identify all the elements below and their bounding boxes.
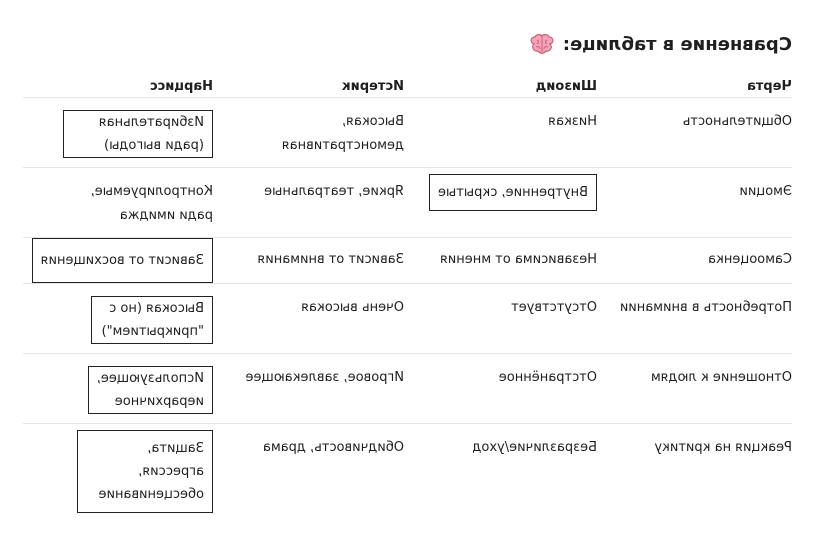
cell-narcissist [23,98,213,167]
highlighted-cell-text: Использующее, иерархичное [88,366,213,414]
highlighted-cell-text: Защита, агрессия, обесценивание [77,430,213,513]
highlighted-cell-text: Зависит от восхищения [32,238,213,283]
table-row [23,354,792,424]
cell-trait: Общительность [682,114,792,129]
cell-hysteric: Очень высокая [301,300,404,315]
cell-narcissist: Контролируемые, ради имиджа [90,184,213,223]
cell-trait: Отношение к людям [650,370,792,385]
cell-trait: Реакция на критику [654,440,792,455]
cell-trait: Эмоции [739,184,792,199]
section-heading [529,30,792,58]
cell-trait: Потребность в внимании [619,300,792,315]
comparison-table [23,70,792,502]
cell-hysteric: Яркие, театральные [264,184,404,199]
header-hysteric: Истерик [341,79,404,94]
highlighted-cell-text: Высокая (но с "прикрытием") [91,296,213,344]
highlighted-cell-text: Избирательная (ради выгоды) [63,110,213,158]
header-schizoid: Шизоид [535,79,597,94]
cell-schizoid: Отстранённое [498,370,597,385]
header-narcissist: Нарцисс [149,79,213,94]
cell-schizoid: Отсутствует [511,300,597,315]
highlighted-cell-text: Внутренние, скрытые [429,174,597,211]
table-row [23,238,792,284]
cell-hysteric: Обидчивость, драма [262,440,404,455]
cell-narcissist [23,238,213,283]
cell-schizoid [404,168,597,237]
cell-schizoid: Независима от мнения [440,252,597,267]
table-row [23,284,792,354]
cell-hysteric: Высокая, демонстративная [281,114,404,153]
cell-narcissist [23,424,213,513]
table-header-row [23,70,792,98]
cell-schizoid: Безразличие/уход [472,440,597,455]
table-row [23,98,792,168]
table-row [23,424,792,502]
cell-narcissist [23,284,213,353]
cell-narcissist [23,354,213,423]
table-row [23,168,792,238]
header-trait: Черта [747,79,792,94]
cell-trait: Самооценка [708,252,792,267]
cell-schizoid: Низкая [548,114,597,129]
cell-hysteric: Игровое, завлекающее [245,370,404,385]
heading-title: Сравнение в таблице: [562,33,792,55]
brain-icon [529,33,555,55]
cell-hysteric: Зависит от внимания [257,252,404,267]
